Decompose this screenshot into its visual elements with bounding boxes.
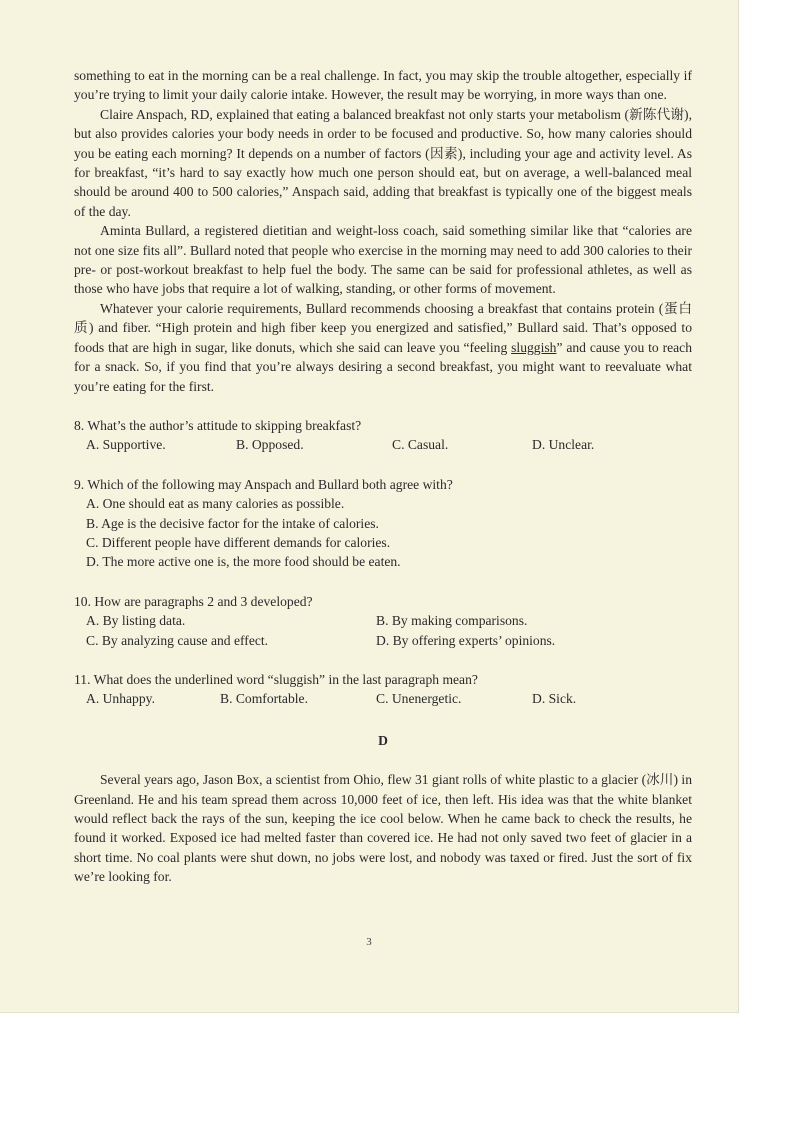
question-11-option-d: D. Sick.	[532, 691, 577, 707]
question-8-option-d: D. Unclear.	[532, 437, 595, 453]
passage-c-paragraph-2: Claire Anspach, RD, explained that eating a balanced breakfast not only starts your metabolism (新陈代谢), but also provides calories your body needs in order to be focused and productive. So, how many calories should you be eating each morning? It depends on a number of factors (因素), including your age and activity level. As for breakfast, “it’s hard to say exactly how much one person should eat, but on average, a well-balanced meal should be around 400 to 500 calories,” Anspach said, adding that breakfast is typically one of the biggest meals of the day.	[74, 106, 692, 219]
question-8	[74, 416, 692, 455]
question-10-option-d: D. By offering experts’ opinions.	[376, 632, 556, 648]
question-10-option-c: C. By analyzing cause and effect.	[86, 632, 269, 648]
question-11	[74, 670, 692, 709]
question-9-option-c: C. Different people have different demands for calories.	[86, 534, 391, 550]
question-8-title: 8. What’s the author’s attitude to skipping breakfast?	[74, 417, 362, 433]
passage-c-paragraph-1: something to eat in the morning can be a real challenge. In fact, you may skip the trouble altogether, especially if you’re trying to limit your daily calorie intake. However, the result may be worrying, in more ways than one.	[74, 68, 692, 103]
question-10-option-b: B. By making comparisons.	[376, 613, 528, 629]
question-11-option-b: B. Comfortable.	[220, 691, 308, 707]
question-11-option-c: C. Unenergetic.	[376, 691, 462, 707]
question-10	[74, 592, 692, 650]
passage-d-paragraph-1: Several years ago, Jason Box, a scientist from Ohio, flew 31 giant rolls of white plastic to a glacier (冰川) in Greenland. He and his team spread them across 10,000 feet of ice, then left. His idea was that the white blanket would reflect back the rays of the sun, keeping the ice cool below. When he came back to check the results, he found it worked. Exposed ice had melted faster than covered ice. He had not only saved two feet of glacier in a short time. No coal plants were shut down, no jobs were lost, and nobody was taxed or fired. Just the sort of fix we’re looking for.	[74, 772, 692, 885]
question-10-option-a: A. By listing data.	[86, 613, 186, 629]
page-number: 3	[366, 936, 372, 948]
question-11-title: 11. What does the underlined word “sluggish” in the last paragraph mean?	[74, 671, 478, 687]
question-11-option-a: A. Unhappy.	[86, 691, 155, 707]
question-9-option-a: A. One should eat as many calories as possible.	[86, 496, 345, 512]
question-9-title: 9. Which of the following may Anspach and Bullard both agree with?	[74, 476, 453, 492]
underlined-word-sluggish: sluggish	[511, 339, 557, 355]
question-9-option-b: B. Age is the decisive factor for the intake of calories.	[86, 515, 379, 531]
section-d-heading: D	[378, 732, 388, 748]
passage-c-paragraph-3: Aminta Bullard, a registered dietitian and weight-loss coach, said something similar like that “calories are not one size fits all”. Bullard noted that people who exercise in the morning may need to add 300 calories to their pre- or post-workout breakfast to help fuel the body. The same can be said for professional athletes, as well as those who have jobs that require a lot of walking, standing, or other forms of movement.	[74, 223, 692, 297]
page-content	[74, 66, 692, 887]
question-9	[74, 475, 692, 572]
question-10-title: 10. How are paragraphs 2 and 3 developed?	[74, 593, 313, 609]
question-8-option-c: C. Casual.	[392, 437, 449, 453]
paragraph-4-text-start: Whatever your calorie requirements, Bullard recommends choosing a breakfast that contains protein (蛋白质) and fiber. “High protein and high fiber keep you energized and satisfied,” Bullard said. That’s opposed to foods that are high in sugar, like donuts, which she said can leave you “feeling	[74, 300, 692, 355]
question-8-option-b: B. Opposed.	[236, 437, 304, 453]
paragraph-4-text-end: ” and cause you to reach for a snack. So, if you find that you’re always desiring a second breakfast, you might want to reevaluate what you’re eating for the first.	[74, 339, 692, 394]
question-8-option-a: A. Supportive.	[86, 437, 166, 453]
passage-c-paragraph-4	[74, 299, 692, 396]
question-9-option-d: D. The more active one is, the more food should be eaten.	[86, 554, 401, 570]
